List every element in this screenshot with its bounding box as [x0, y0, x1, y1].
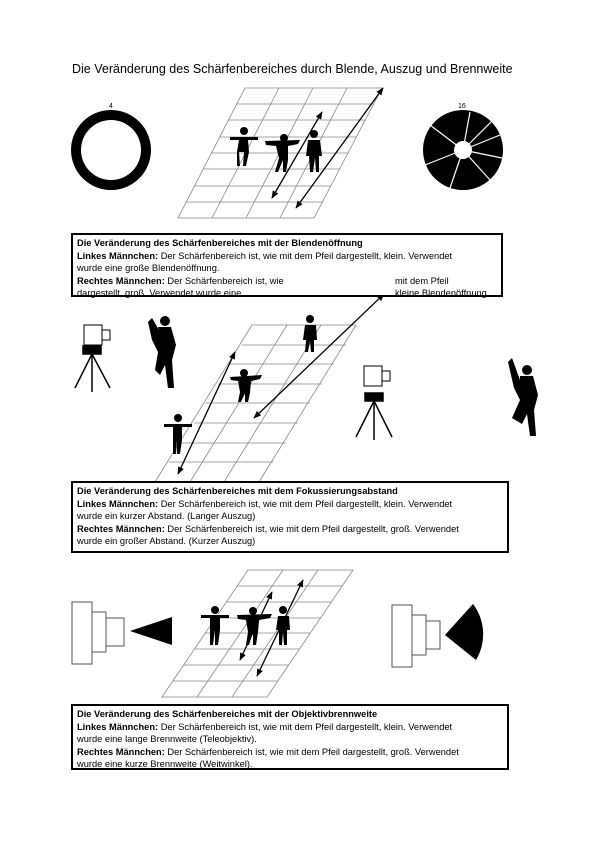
small-aperture-icon [423, 110, 503, 190]
box-heading: Die Veränderung des Schärfenbereiches mit der Blendenöffnung [77, 238, 363, 248]
right-figure-text-b: mit dem Pfeil [395, 275, 449, 286]
left-figure-text: Der Schärfenbereich ist, wie mit dem Pfeil dargestellt, klein. Verwendet [160, 498, 453, 509]
wide-angle-of-view [445, 604, 483, 660]
right-figure-text-cont: dargestellt, groß. Verwendet wurde eine [77, 288, 242, 298]
camera-telephoto-lens [72, 602, 124, 664]
camera-tripod-right [356, 366, 392, 440]
narrow-angle-of-view [130, 617, 172, 645]
right-figure-label: Rechtes Männchen: [77, 275, 165, 286]
right-figure-text: Der Schärfenbereich ist, wie mit dem Pfeil dargestellt, groß. Verwendet [167, 523, 459, 534]
left-figure-text: Der Schärfenbereich ist, wie mit dem Pfeil dargestellt, klein. Verwendet [160, 721, 453, 732]
camera-wideangle-lens [392, 605, 440, 667]
right-figure-label: Rechtes Männchen: [77, 523, 165, 534]
left-figure-label: Linkes Männchen: [77, 498, 159, 509]
left-figure-text: Der Schärfenbereich ist, wie mit dem Pfeil dargestellt, klein. Verwendet [160, 250, 453, 261]
large-aperture-icon [71, 110, 151, 190]
page-title: Die Veränderung des Schärfenbereiches durch Blende, Auszug und Brennweite [72, 62, 513, 76]
info-box-aperture [71, 233, 503, 297]
right-figure-text: Der Schärfenbereich ist, wie [167, 275, 284, 286]
camera-tripod-left [75, 325, 110, 392]
right-figure-text-cont: wurde eine kurze Brennweite (Weitwinkel). [77, 759, 253, 769]
aperture-label-left: 4 [109, 103, 113, 110]
info-box-focus-distance [71, 481, 509, 553]
figures-2 [164, 315, 317, 454]
right-figure-text-cont: wurde ein großer Abstand. (Kurzer Auszug) [77, 536, 256, 546]
right-figure-text: Der Schärfenbereich ist, wie mit dem Pfeil dargestellt, groß. Verwendet [167, 746, 459, 757]
aperture-label-right: 16 [458, 103, 466, 110]
right-figure-text-cont-b: kleine Blendenöffnung. [395, 288, 490, 298]
left-figure-label: Linkes Männchen: [77, 250, 159, 261]
left-figure-text-cont: wurde eine lange Brennweite (Teleobjektiv). [77, 734, 257, 744]
left-figure-text-cont: wurde ein kurzer Abstand. (Langer Auszug) [77, 511, 256, 521]
box-heading: Die Veränderung des Schärfenbereiches mit dem Fokussierungsabstand [77, 486, 398, 496]
figures-1 [230, 127, 322, 172]
left-figure-label: Linkes Männchen: [77, 721, 159, 732]
right-figure-label: Rechtes Männchen: [77, 746, 165, 757]
left-figure-text-cont: wurde eine große Blendenöffnung. [77, 263, 220, 273]
info-box-focal-length [71, 704, 509, 770]
box-heading: Die Veränderung des Schärfenbereiches mit der Objektivbrennweite [77, 709, 378, 719]
